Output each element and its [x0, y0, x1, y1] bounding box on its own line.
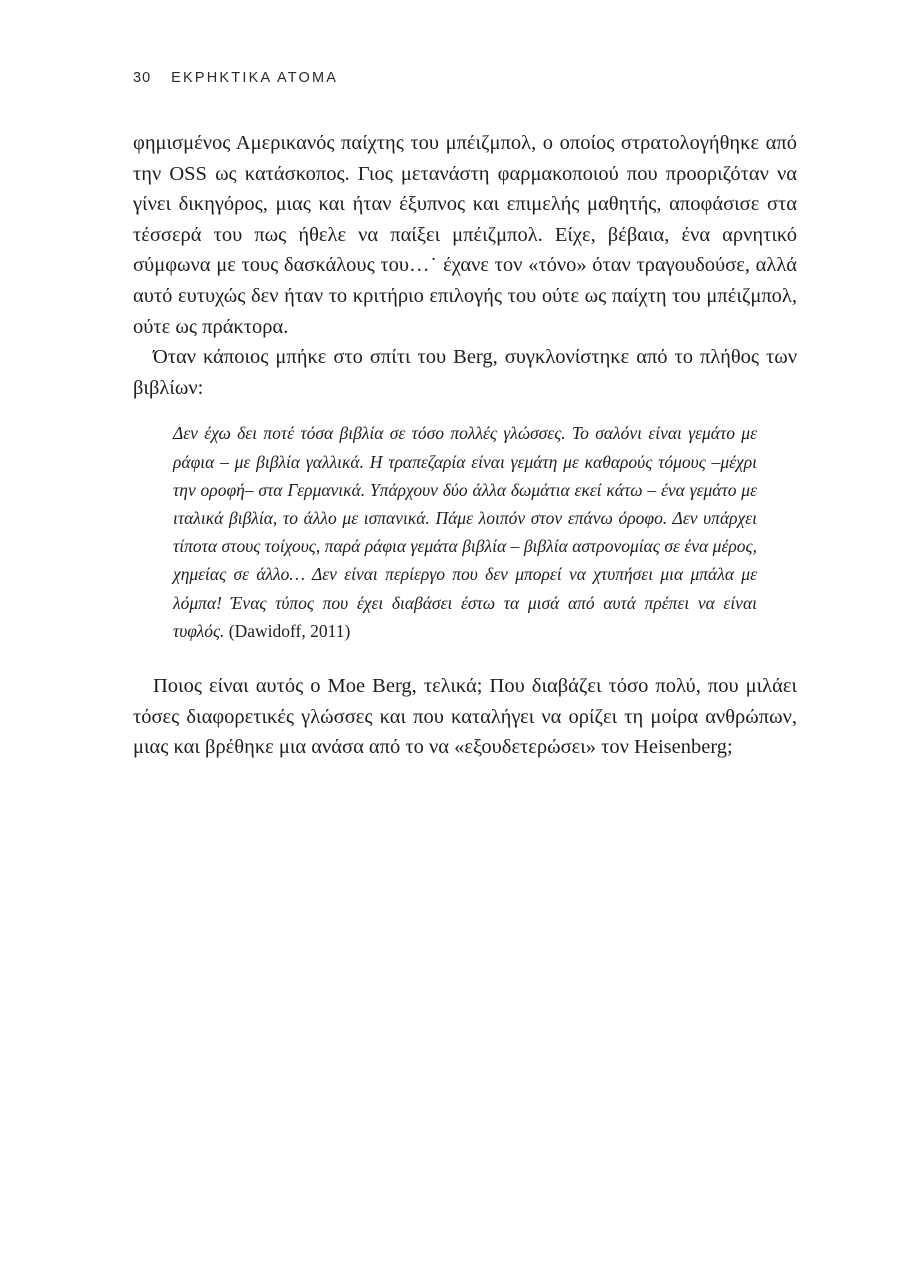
book-title: ΕΚΡΗΚΤΙΚΑ ΑΤΟΜΑ — [171, 70, 339, 86]
block-quote — [173, 419, 757, 645]
body-paragraph-2: Όταν κάποιος μπήκε στο σπίτι του Berg, συγκλονίστηκε από το πλήθος των βιβλίων: — [133, 346, 797, 399]
page-number: 30 — [133, 70, 152, 86]
quote-text: Δεν έχω δει ποτέ τόσα βιβλία σε τόσο πολλές γλώσσες. Το σαλόνι είναι γεμάτο με ράφια – με βιβλία γαλλικά. Η τραπεζαρία είναι γεμάτη με καθαρούς τόμους –μέχρι την οροφή– στα Γερμανικά. Υπάρχουν δύο άλλα δωμάτια εκεί κάτω – ένα γεμάτο με ιταλικά βιβλία, το άλλο με ισπανικά. Πάμε λοιπόν στον επάνω όροφο. Δεν υπάρχει τίποτα στους τοίχους, παρά ράφια γεμάτα βιβλία – βιβλία αστρονομίας σε ένα μέρος, χημείας σε άλλο… Δεν είναι περίεργο που δεν μπορεί να χτυπήσει μια μπάλα με λόμπα! Ένας τύπος που έχει διαβάσει έστω τα μισά από αυτά πρέπει να είναι τυφλός. — [173, 423, 757, 641]
body-paragraph-1: φημισμένος Αμερικανός παίχτης του μπέιζμπολ, ο οποίος στρατολογήθηκε από την OSS ως κατάσκοπος. Γιος μετανάστη φαρμακοποιού που προοριζόταν να γίνει δικηγόρος, μιας και ήταν έξυπνος και επιμελής μαθητής, αποφάσισε στα τέσσερά του πως ήθελε να παίξει μπέιζμπολ. Είχε, βέβαια, ένα αρνητικό σύμφωνα με τους δασκάλους του…˙ έχανε τον «τόνο» όταν τραγουδούσε, αλλά αυτό ευτυχώς δεν ήταν το κριτήριο επιλογής του ούτε ως παίχτη του μπέιζμπολ, ούτε ως πράκτορα. — [133, 132, 797, 338]
page-body — [133, 128, 797, 763]
running-head — [133, 70, 338, 86]
body-paragraph-3: Ποιος είναι αυτός ο Moe Berg, τελικά; Που διαβάζει τόσο πολύ, που μιλάει τόσες διαφορετικές γλώσσες και που καταλήγει να ορίζει τη μοίρα ανθρώπων, μιας και βρέθηκε μια ανάσα από το να «εξουδετερώσει» τον Heisenberg; — [133, 674, 797, 759]
quote-citation: (Dawidoff, 2011) — [228, 620, 351, 641]
